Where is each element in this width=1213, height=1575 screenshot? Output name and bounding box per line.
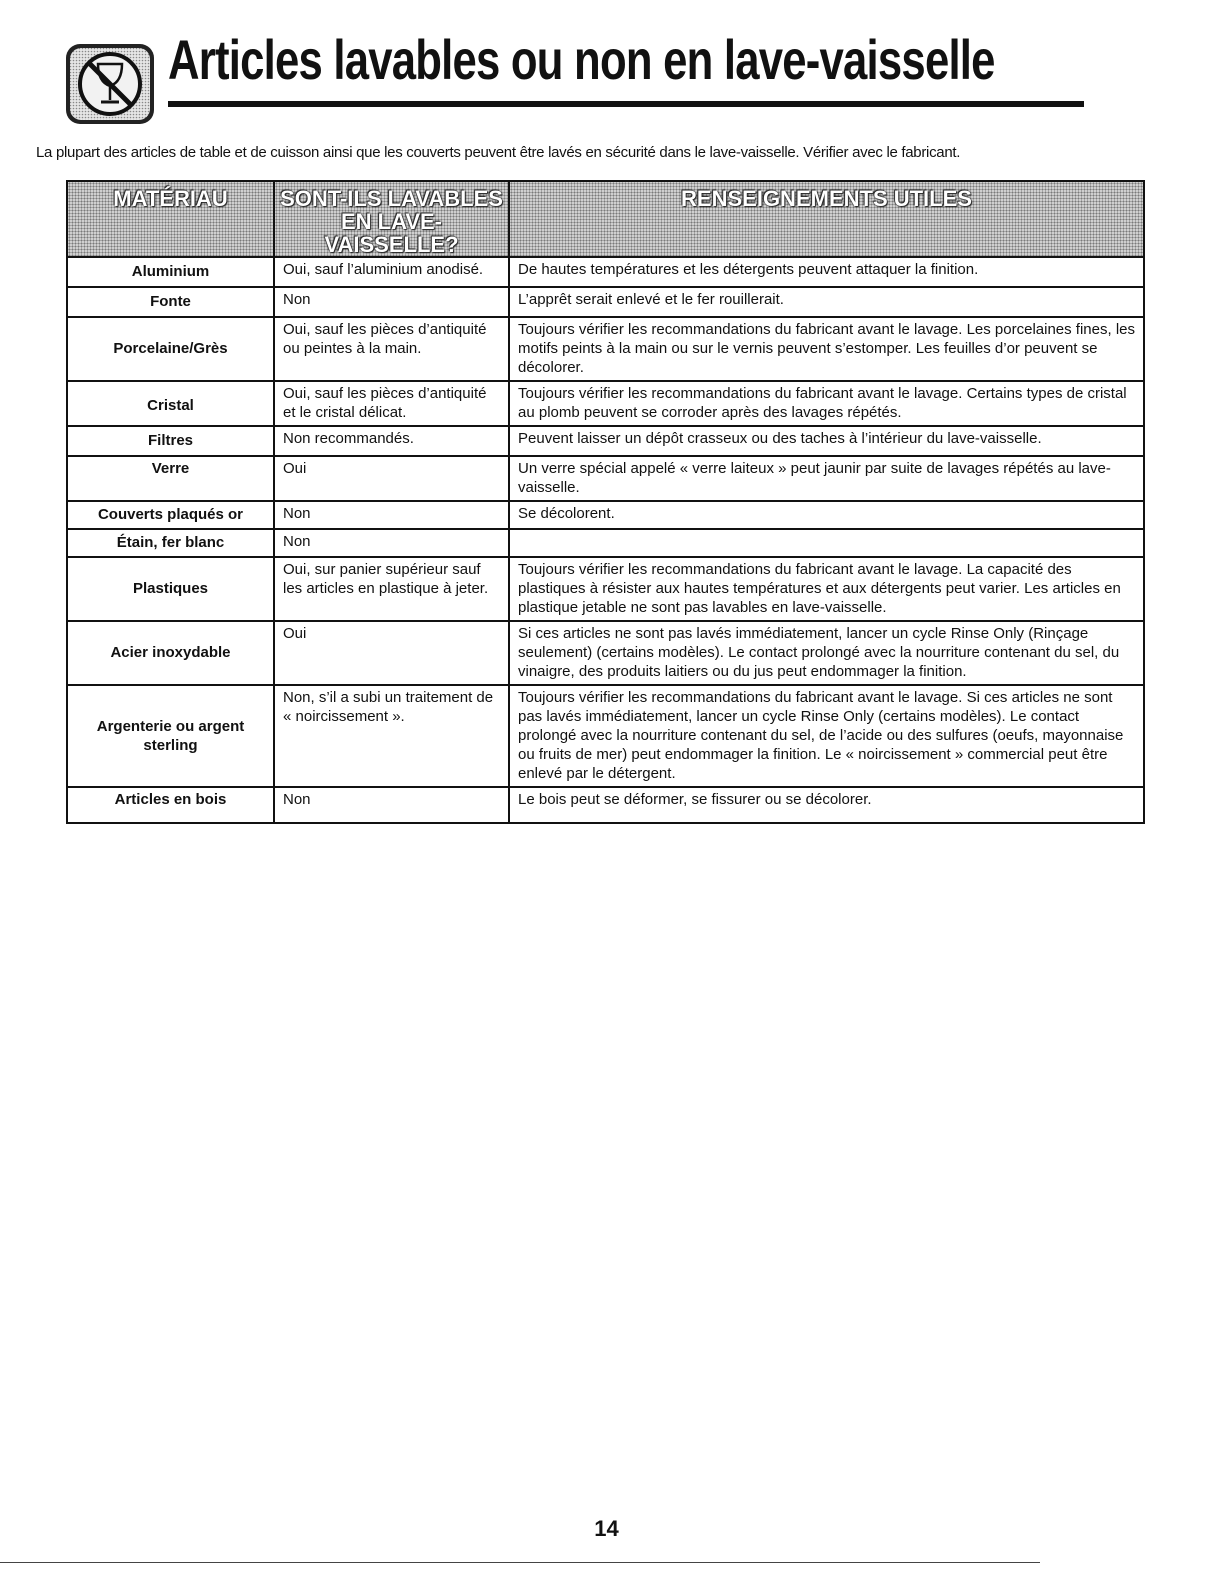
washable-cell: Non (274, 501, 509, 529)
table-row (67, 685, 1144, 787)
table-row (67, 787, 1144, 823)
material-cell: Acier inoxydable (67, 621, 274, 685)
material-cell: Fonte (67, 287, 274, 317)
table-row (67, 257, 1144, 287)
material-cell: Articles en bois (67, 787, 274, 823)
material-cell: Étain, fer blanc (67, 529, 274, 557)
info-cell: Toujours vérifier les recommandations du fabricant avant le lavage. Les porcelaines fines, les motifs peints à la main ou sur le vernis peuvent s’estomper. Les feuilles d’or peuvent se décolorer. (509, 317, 1144, 381)
washable-cell: Non (274, 287, 509, 317)
material-cell: Argenterie ou argent sterling (67, 685, 274, 787)
title-divider (168, 101, 1084, 107)
washable-cell: Non (274, 529, 509, 557)
table-row (67, 381, 1144, 426)
page-number: 14 (594, 1516, 619, 1541)
info-cell: Un verre spécial appelé « verre laiteux » peut jaunir par suite de lavages répétés au lave-vaisselle. (509, 456, 1144, 501)
info-cell: Le bois peut se déformer, se fissurer ou se décolorer. (509, 787, 1144, 823)
table-row (67, 287, 1144, 317)
info-cell: De hautes températures et les détergents peuvent attaquer la finition. (509, 257, 1144, 287)
dishwasher-articles-table (66, 180, 1145, 824)
header-material (67, 181, 274, 257)
info-cell: Toujours vérifier les recommandations du fabricant avant le lavage. La capacité des plastiques à résister aux hautes températures et aux détergents peut varier. Les articles en plastique jetable ne sont pas lavables en lave-vaisselle. (509, 557, 1144, 621)
material-cell: Porcelaine/Grès (67, 317, 274, 381)
washable-cell: Non recommandés. (274, 426, 509, 456)
washable-cell: Oui, sauf les pièces d’antiquité ou peintes à la main. (274, 317, 509, 381)
material-cell: Filtres (67, 426, 274, 456)
table-row (67, 557, 1144, 621)
header-info (509, 181, 1144, 257)
table-row (67, 501, 1144, 529)
header-material-label: MATÉRIAU (113, 186, 228, 211)
table-row (67, 317, 1144, 381)
material-cell: Cristal (67, 381, 274, 426)
info-cell: Si ces articles ne sont pas lavés immédiatement, lancer un cycle Rinse Only (Rinçage seulement) (certains modèles). Le contact prolongé avec la nourriture contenant du sel, du vinaigre, des produits laitiers ou du jus peut endommager la finition. (509, 621, 1144, 685)
material-cell: Plastiques (67, 557, 274, 621)
footer-divider (0, 1562, 1040, 1563)
material-cell: Aluminium (67, 257, 274, 287)
no-wineglass-icon (66, 44, 154, 124)
info-cell: Toujours vérifier les recommandations du fabricant avant le lavage. Si ces articles ne sont pas lavés immédiatement, lancer un cycle Rinse Only (certains modèles). Le contact prolongé avec la nourriture contenant du sel, de l’acide ou des sulfures (oeufs, mayonnaise ou fruits de mer) peut endommager la finition. Le « noircissement » commercial peut être enlevé par le détergent. (509, 685, 1144, 787)
washable-cell: Non, s’il a subi un traitement de « noircissement ». (274, 685, 509, 787)
header-washable (274, 181, 509, 257)
table-row (67, 529, 1144, 557)
header-info-label: RENSEIGNEMENTS UTILES (681, 186, 972, 211)
intro-text: La plupart des articles de table et de cuisson ainsi que les couverts peuvent être lavés en sécurité dans le lave-vaisselle. Vérifier avec le fabricant. (36, 144, 961, 161)
washable-cell: Oui (274, 456, 509, 501)
washable-cell: Oui, sauf les pièces d’antiquité et le cristal délicat. (274, 381, 509, 426)
table-row (67, 621, 1144, 685)
page-title: Articles lavables ou non en lave-vaisselle (168, 28, 995, 91)
info-cell: Peuvent laisser un dépôt crasseux ou des taches à l’intérieur du lave-vaisselle. (509, 426, 1144, 456)
header-washable-label: SONT-ILS LAVABLES EN LAVE-VAISSELLE? (280, 186, 503, 257)
washable-cell: Oui (274, 621, 509, 685)
washable-cell: Non (274, 787, 509, 823)
washable-cell: Oui, sur panier supérieur sauf les articles en plastique à jeter. (274, 557, 509, 621)
table-header-row (67, 181, 1144, 257)
washable-cell: Oui, sauf l’aluminium anodisé. (274, 257, 509, 287)
table-row (67, 456, 1144, 501)
material-cell: Couverts plaqués or (67, 501, 274, 529)
material-cell: Verre (67, 456, 274, 501)
info-cell: Se décolorent. (509, 501, 1144, 529)
info-cell: L’apprêt serait enlevé et le fer rouillerait. (509, 287, 1144, 317)
info-cell: Toujours vérifier les recommandations du fabricant avant le lavage. Certains types de cristal au plomb peuvent se corroder après des lavages répétés. (509, 381, 1144, 426)
table-row (67, 426, 1144, 456)
info-cell (509, 529, 1144, 557)
